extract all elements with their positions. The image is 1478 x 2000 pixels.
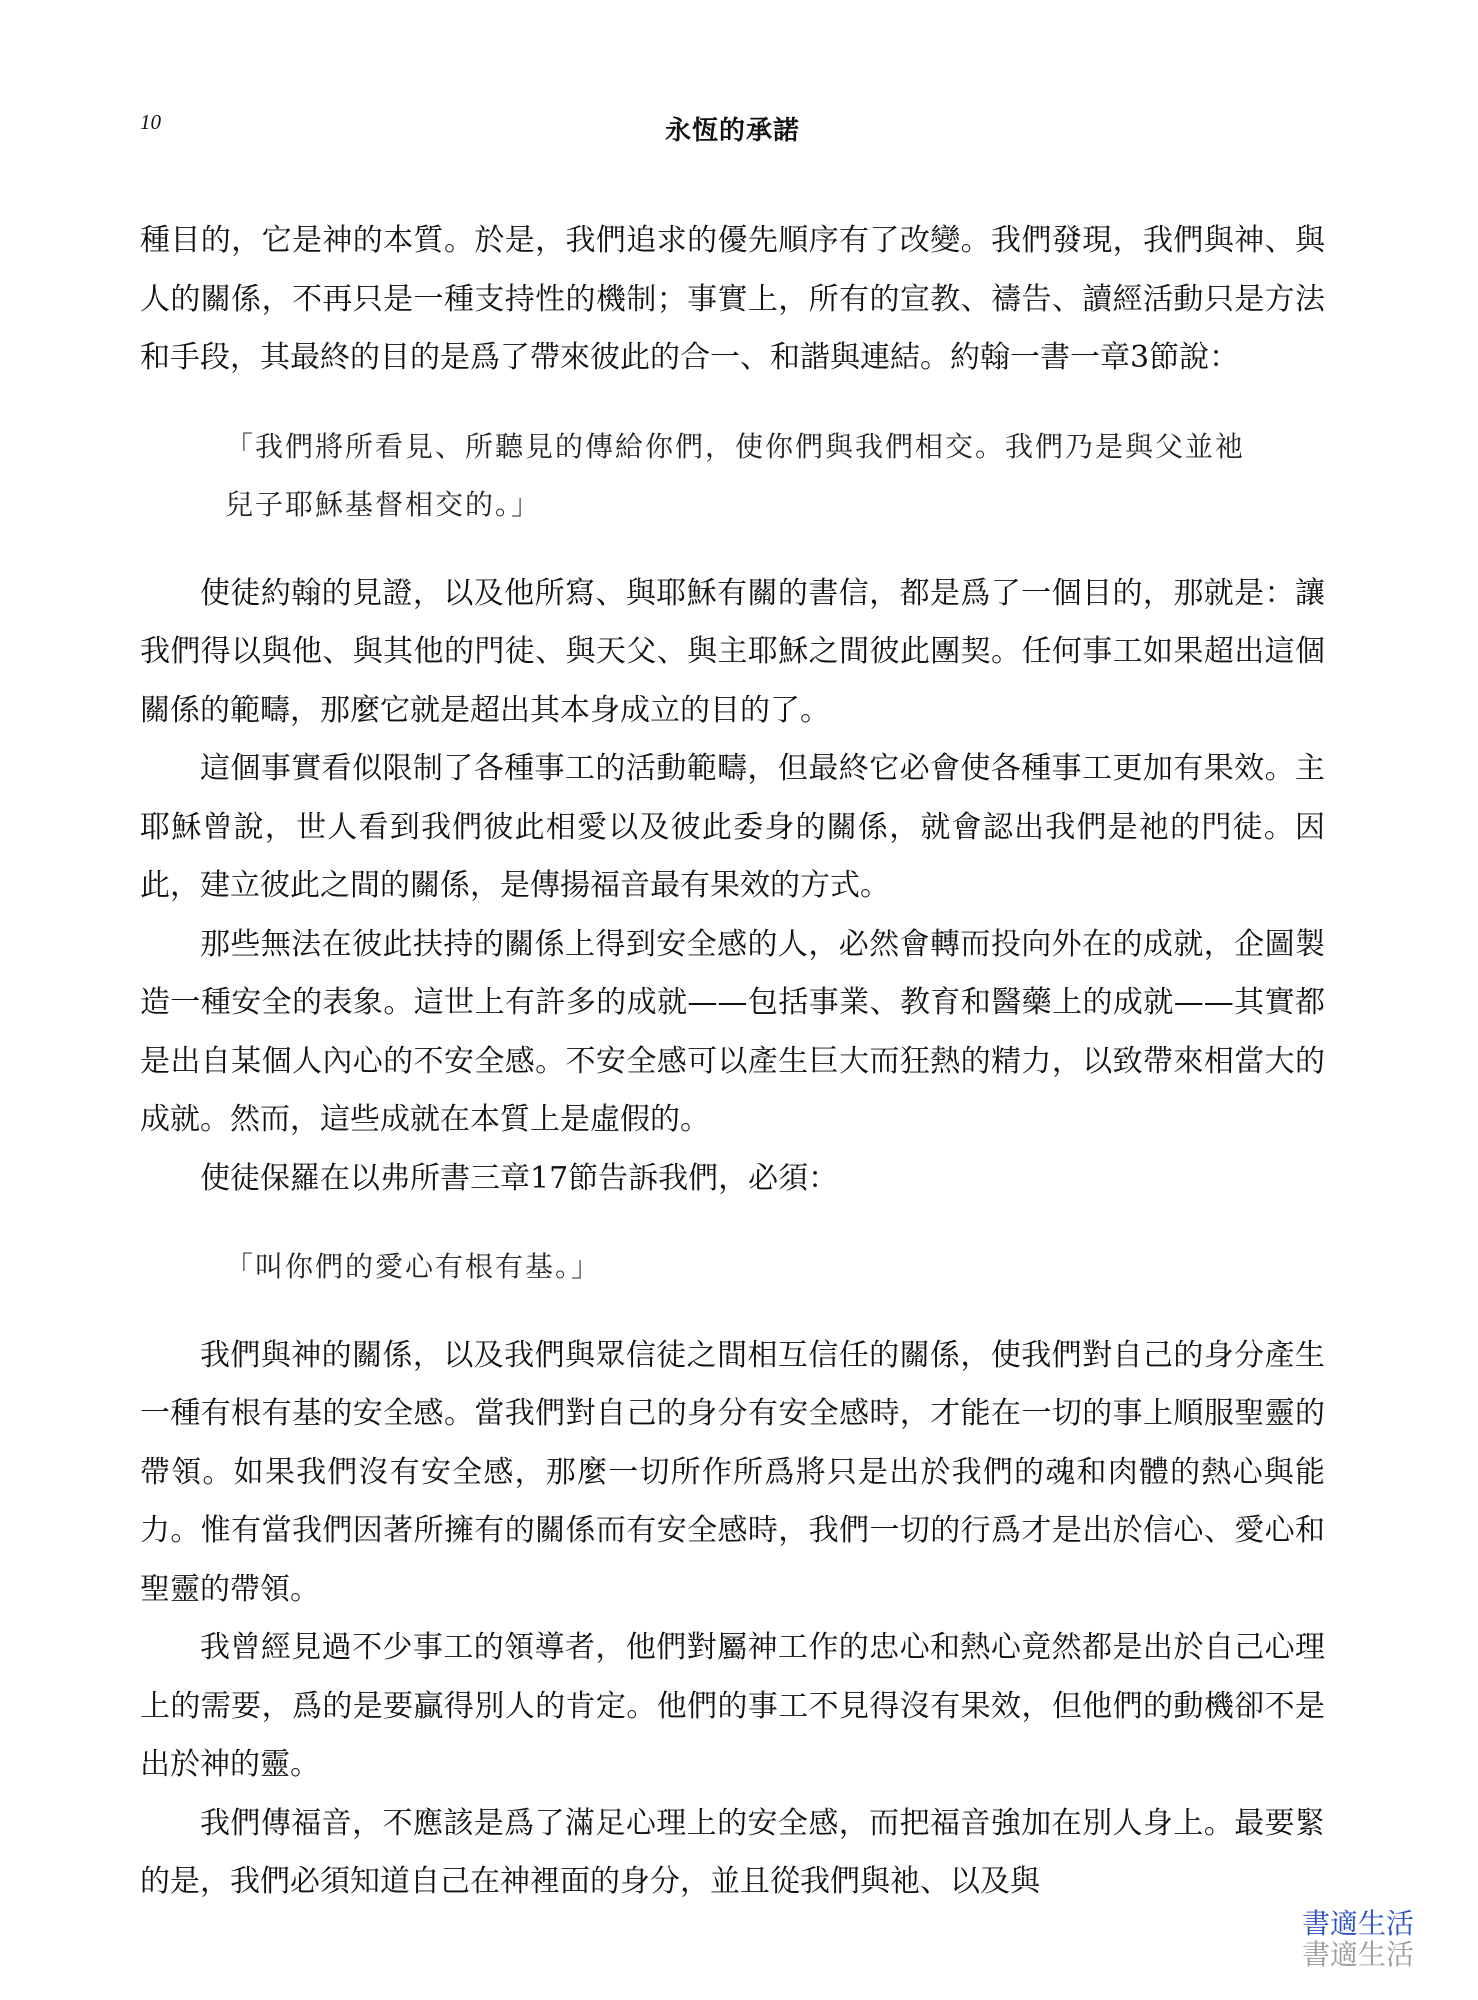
spacer: [140, 1297, 1325, 1327]
running-title: 永恆的承諾: [664, 116, 800, 146]
page-header: [140, 110, 1325, 150]
watermark-line-2: 書適生活: [1301, 1938, 1414, 1971]
page-number: 10: [140, 110, 161, 134]
paragraph-4: 那些無法在彼此扶持的關係上得到安全感的人，必然會轉而投向外在的成就，企圖製造一種安全的表象。這世上有許多的成就——包括事業、教育和醫藥上的成就——其實都是出自某個人內心的不安全感。不安全感可以產生巨大而狂熱的精力，以致帶來相當大的成就。然而，這些成就在本質上是虛假的。: [140, 926, 1325, 1137]
spacer: [140, 388, 1325, 418]
watermark-line-1: 書適生活: [1301, 1907, 1414, 1940]
scripture-quote-2: 「叫你們的愛心有根有基。」: [225, 1250, 602, 1283]
paragraph-5: 使徒保羅在以弗所書三章17節告訴我們，必須：: [200, 1160, 839, 1196]
watermark: [1302, 1908, 1414, 1970]
paragraph-2: 使徒約翰的見證，以及他所寫、與耶穌有關的書信，都是爲了一個目的，那就是：讓我們得以與他、與其他的門徒、與天父、與主耶穌之間彼此團契。任何事工如果超出這個關係的範疇，那麼它就是超出其本身成立的目的了。: [140, 575, 1325, 728]
scripture-quote-1: 「我們將所看見、所聽見的傳給你們，使你們與我們相交。我們乃是與父並祂兒子耶穌基督相交的。」: [225, 429, 1246, 521]
page-body: [140, 212, 1325, 1912]
paragraph-8: 我們傳福音，不應該是爲了滿足心理上的安全感，而把福音強加在別人身上。最要緊的是，我們必須知道自己在神裡面的身分，並且從我們與祂、以及與: [140, 1805, 1325, 1899]
spacer: [140, 535, 1325, 565]
paragraph-6: 我們與神的關係，以及我們與眾信徒之間相互信任的關係，使我們對自己的身分產生一種有根有基的安全感。當我們對自己的身分有安全感時，才能在一切的事上順服聖靈的帶領。如果我們沒有安全感，那麼一切所作所爲將只是出於我們的魂和肉體的熱心與能力。惟有當我們因著所擁有的關係而有安全感時，我們一切的行爲才是出於信心、愛心和聖靈的帶領。: [140, 1337, 1325, 1607]
paragraph-1: 種目的，它是神的本質。於是，我們追求的優先順序有了改變。我們發現，我們與神、與人的關係，不再只是一種支持性的機制；事實上，所有的宣教、禱告、讀經活動只是方法和手段，其最終的目的是爲了帶來彼此的合一、和諧與連結。約翰一書一章3節說：: [140, 223, 1325, 375]
paragraph-3: 這個事實看似限制了各種事工的活動範疇，但最終它必會使各種事工更加有果效。主耶穌曾說，世人看到我們彼此相愛以及彼此委身的關係，就會認出我們是祂的門徒。因此，建立彼此之間的關係，是傳揚福音最有果效的方式。: [140, 751, 1325, 903]
paragraph-7: 我曾經見過不少事工的領導者，他們對屬神工作的忠心和熱心竟然都是出於自己心理上的需要，爲的是要贏得別人的肯定。他們的事工不見得沒有果效，但他們的動機卻不是出於神的靈。: [140, 1630, 1325, 1782]
spacer: [140, 1208, 1325, 1238]
